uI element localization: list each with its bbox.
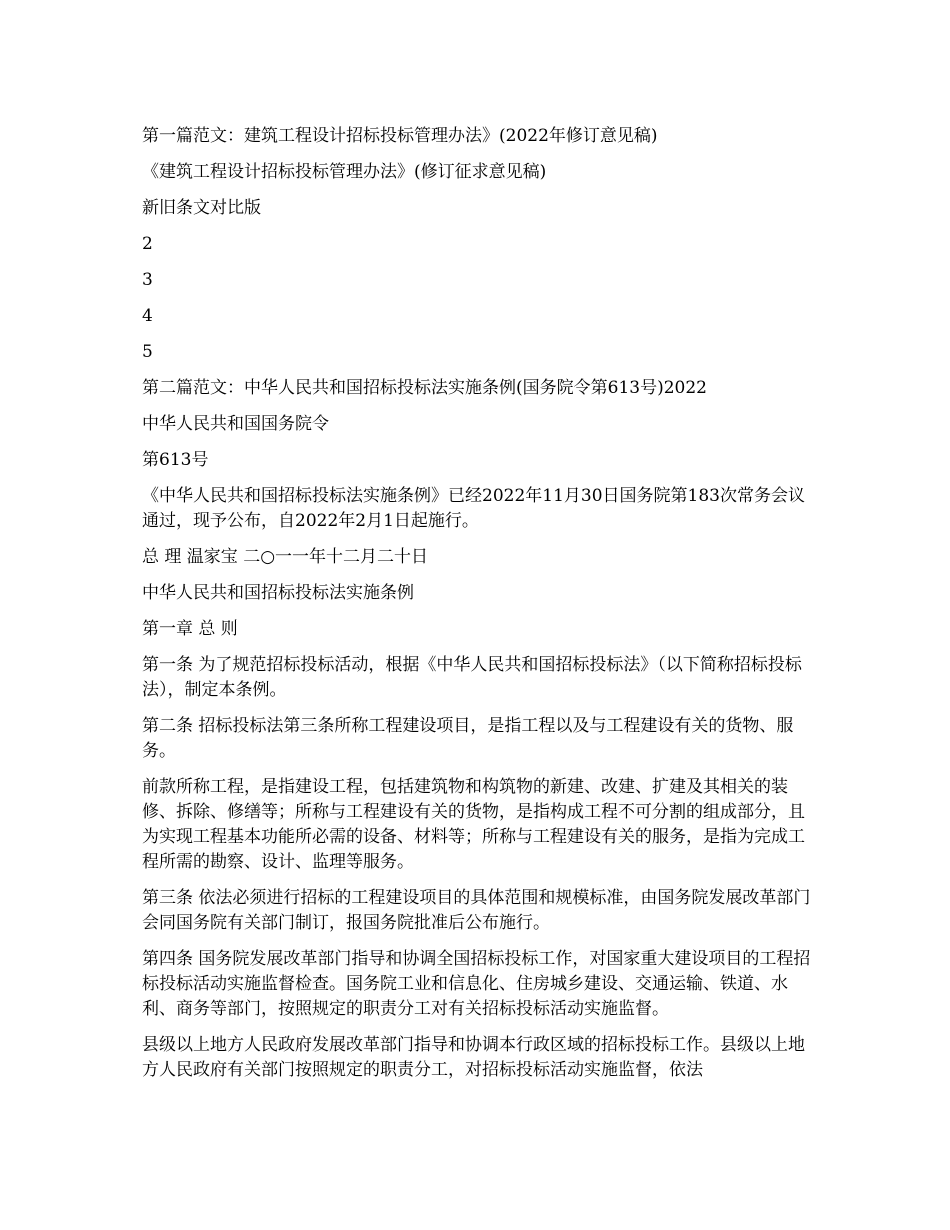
page-number-3: 3 [142,270,153,290]
comparison-version-label: 新旧条文对比版 [142,198,261,218]
state-council-order: 中华人民共和国国务院令 [142,414,329,434]
article-four: 第四条 国务院发展改革部门指导和协调全国招标投标工作，对国家重大建设项目的工程招标投标活动实施监督检查。国务院工业和信息化、住房城乡建设、交通运输、铁道、水利、商务等部门，按照规定的职责分工对有关招标投标活动实施监督。 [142,949,811,1019]
chapter-one-heading: 第一章 总 则 [142,619,238,639]
article-two: 第二条 招标投标法第三条所称工程建设项目，是指工程以及与工程建设有关的货物、服务。 [142,716,794,761]
document-title-draft: 《建筑工程设计招标投标管理办法》(修订征求意见稿) [142,162,547,182]
regulation-title: 中华人民共和国招标投标法实施条例 [142,583,414,603]
article-four-local-supervision: 县级以上地方人民政府发展改革部门指导和协调本行政区域的招标投标工作。县级以上地方人民政府有关部门按照规定的职责分工，对招标投标活动实施监督，依法 [142,1035,805,1080]
page-number-4: 4 [142,306,153,326]
document-body [142,124,812,1094]
heading-second-sample: 第二篇范文：中华人民共和国招标投标法实施条例(国务院令第613号)2022 [142,378,707,398]
article-three: 第三条 依法必须进行招标的工程建设项目的具体范围和规模标准，由国务院发展改革部门会同国务院有关部门制订，报国务院批准后公布施行。 [142,888,811,933]
signature-date-line: 总 理 温家宝 二○一一年十二月二十日 [142,547,429,567]
page-number-5: 5 [142,342,153,362]
article-one: 第一条 为了规范招标投标活动，根据《中华人民共和国招标投标法》（以下简称招标投标法），制定本条例。 [142,655,802,700]
order-number: 第613号 [142,450,209,470]
heading-first-sample: 第一篇范文：建筑工程设计招标投标管理办法》(2022年修订意见稿) [142,126,658,146]
promulgation-paragraph: 《中华人民共和国招标投标法实施条例》已经2022年11月30日国务院第183次常务会议通过，现予公布，自2022年2月1日起施行。 [142,486,805,531]
page-number-2: 2 [142,234,153,254]
article-two-definition: 前款所称工程，是指建设工程，包括建筑物和构筑物的新建、改建、扩建及其相关的装修、拆除、修缮等；所称与工程建设有关的货物，是指构成工程不可分割的组成部分，且为实现工程基本功能所必需的设备、材料等；所称与工程建设有关的服务，是指为完成工程所需的勘察、设计、监理等服务。 [142,777,805,872]
